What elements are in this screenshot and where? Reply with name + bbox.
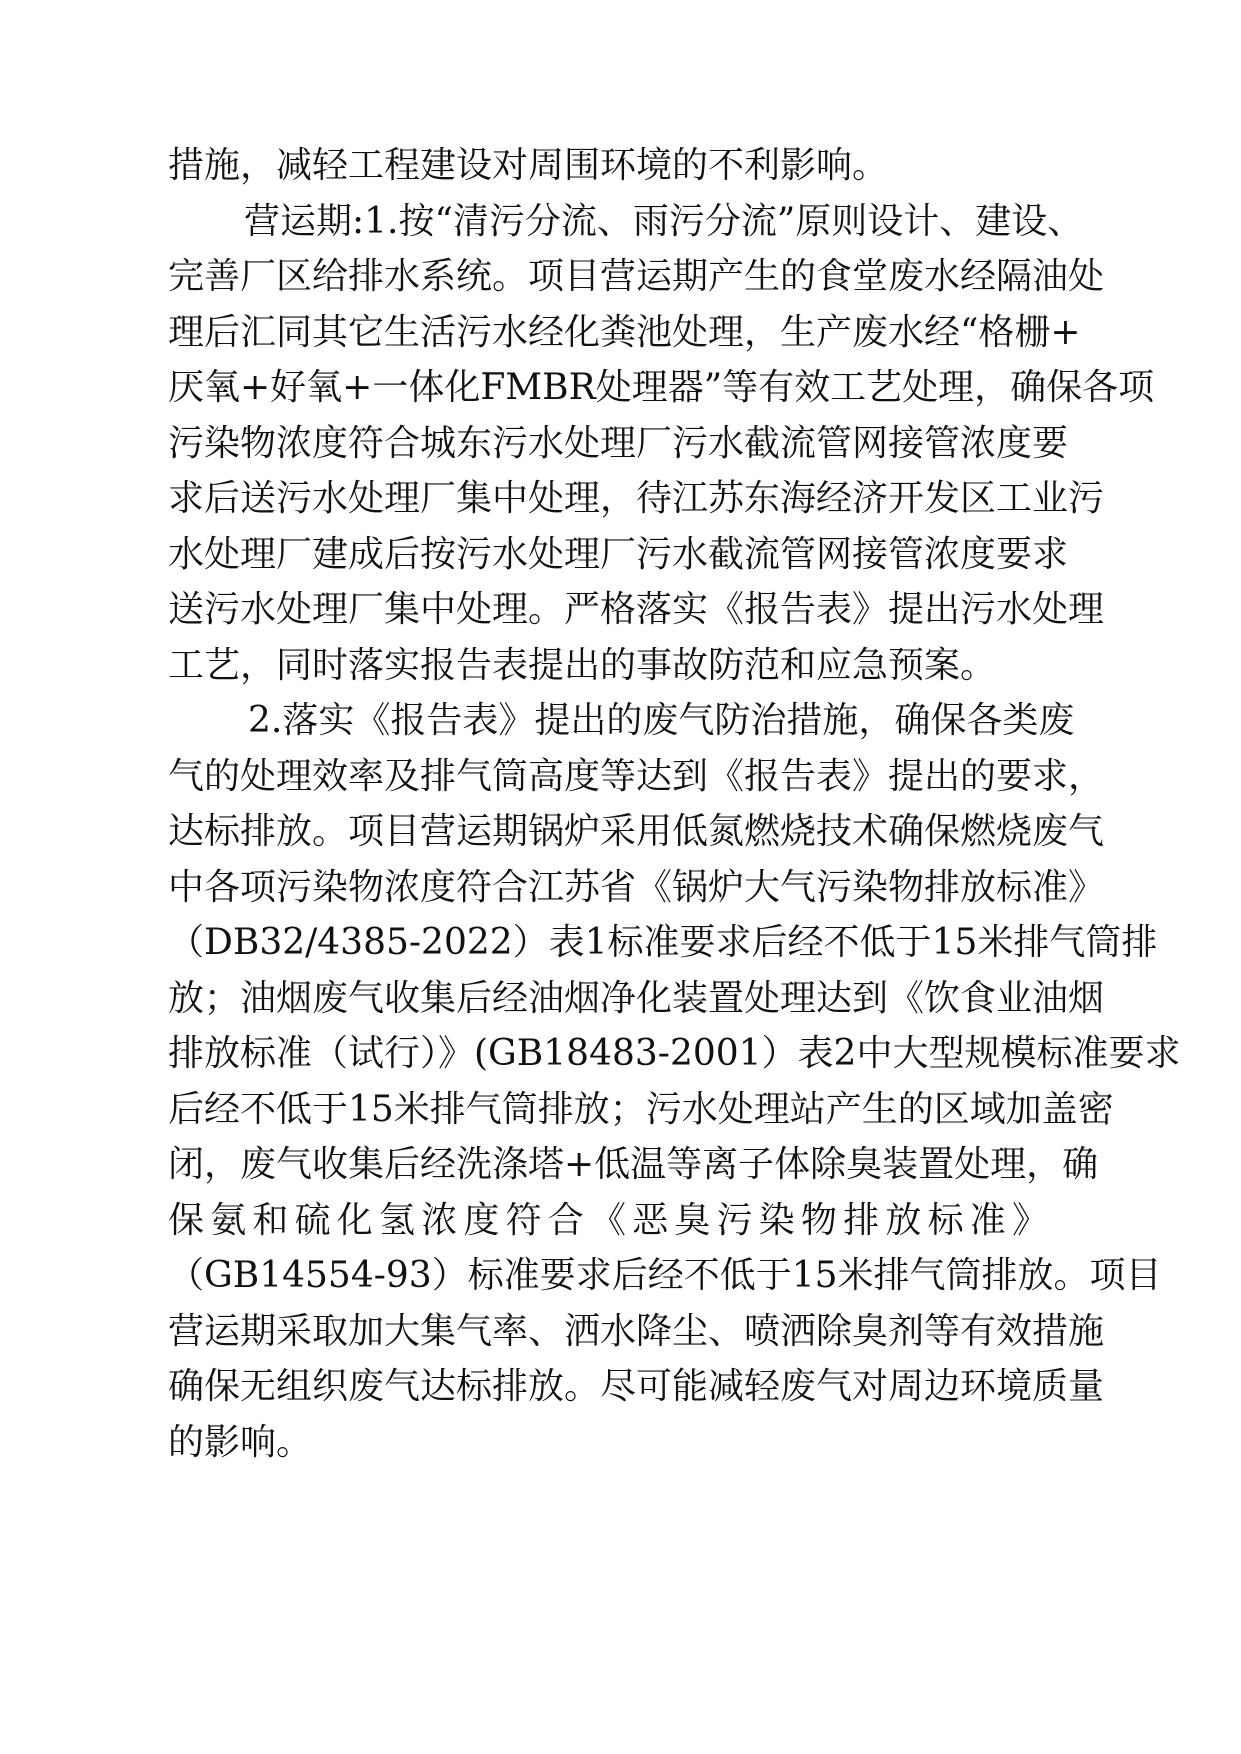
paragraph-operation-exhaust (168, 693, 1181, 1470)
text-line: 营运期采取加大集气率、洒水降尘、喷洒除臭剂等有效措施 (168, 1310, 1105, 1352)
text-line: （GB14554-93）标准要求后经不低于15米排气筒排放。项目 (168, 1255, 1162, 1296)
text-line: 气的处理效率及排气筒高度等达到《报告表》提出的要求， (168, 755, 1105, 797)
text-line: 闭，废气收集后经洗涤塔+低温等离子体除臭装置处理，确 (168, 1144, 1099, 1185)
text-line: 中各项污染物浓度符合江苏省《锅炉大气污染物排放标准》 (168, 866, 1105, 908)
text-line: 达标排放。项目营运期锅炉采用低氮燃烧技术确保燃烧废气 (168, 811, 1105, 852)
text-line: 厌氧+好氧+一体化FMBR处理器”等有效工艺处理，确保各项 (168, 367, 1155, 408)
text-line: 2.落实《报告表》提出的废气防治措施，确保各类废 (248, 700, 1075, 741)
text-line: 污染物浓度符合城东污水处理厂污水截流管网接管浓度要 (168, 422, 1069, 464)
document-page (168, 138, 1181, 1470)
text-line: 水处理厂建成后按污水处理厂污水截流管网接管浓度要求 (168, 533, 1069, 575)
text-line: 后经不低于15米排气筒排放；污水处理站产生的区域加盖密 (168, 1088, 1114, 1130)
text-line: 送污水处理厂集中处理。严格落实《报告表》提出污水处理 (168, 589, 1105, 630)
paragraph-continuation (168, 138, 1048, 194)
text-line: 措施，减轻工程建设对周围环境的不利影响。 (168, 145, 889, 186)
paragraph-operation-water (168, 194, 1155, 694)
text-line: 营运期:1.按“清污分流、雨污分流”原则设计、建设、 (244, 200, 1084, 242)
text-line: 保氨和硫化氢浓度符合《恶臭污染物排放标准》 (168, 1199, 1048, 1241)
text-line: 放；油烟废气收集后经油烟净化装置处理达到《饮食业油烟 (168, 977, 1105, 1019)
text-line: （DB32/4385-2022）表1标准要求后经不低于15米排气筒排 (168, 922, 1158, 963)
text-line: 工艺，同时落实报告表提出的事故防范和应急预案。 (168, 644, 997, 686)
text-line: 理后汇同其它生活污水经化粪池处理，生产废水经“格栅+ (168, 311, 1081, 353)
text-line: 确保无组织废气达标排放。尽可能减轻废气对周边环境质量 (168, 1366, 1105, 1407)
text-line: 排放标准（试行）》(GB18483-2001）表2中大型规模标准要求 (168, 1033, 1181, 1074)
text-line: 完善厂区给排水系统。项目营运期产生的食堂废水经隔油处 (168, 256, 1105, 297)
text-line: 求后送污水处理厂集中处理，待江苏东海经济开发区工业污 (168, 478, 1105, 519)
text-line: 的影响。 (168, 1421, 313, 1463)
